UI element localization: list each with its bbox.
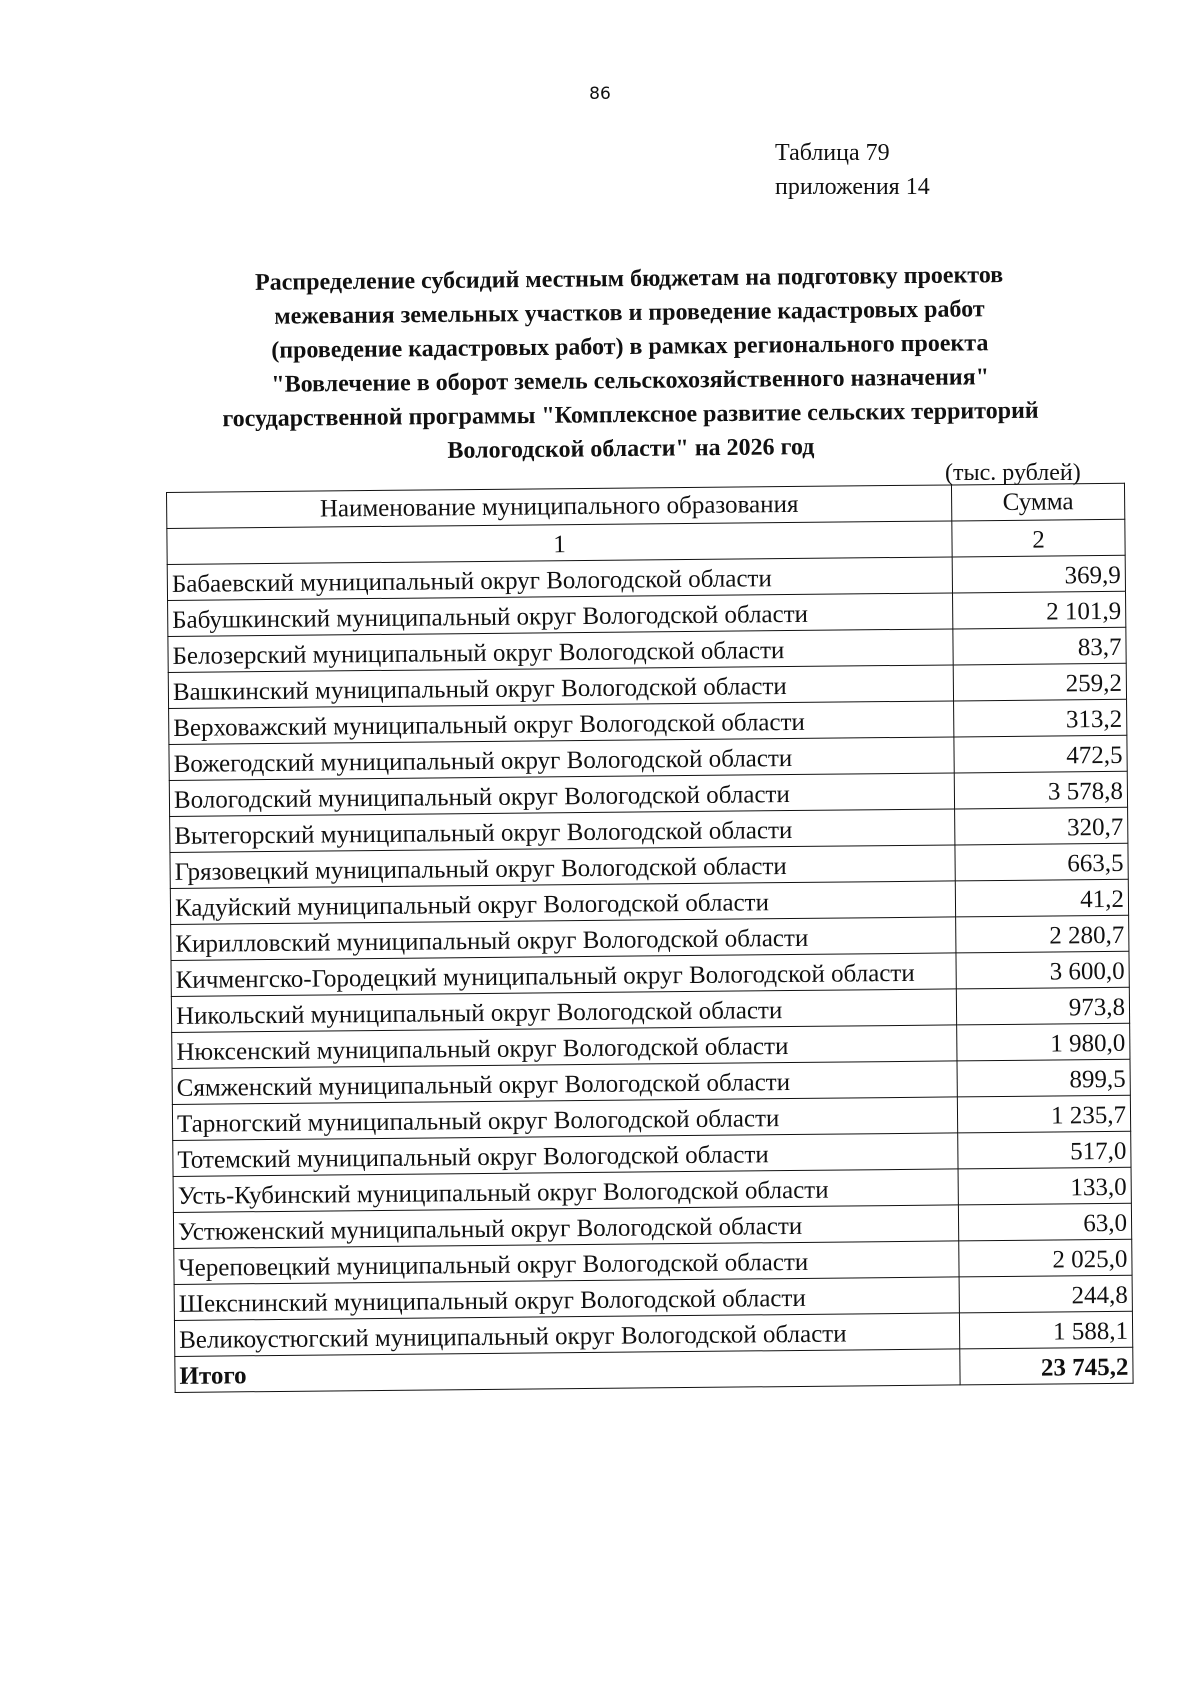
municipality-name: Тарногский муниципальный округ Вологодской области	[172, 1097, 957, 1141]
municipality-name: Бабаевский муниципальный округ Вологодской области	[167, 557, 952, 601]
subsidy-sum: 1 235,7	[957, 1095, 1130, 1133]
municipality-name: Шекснинский муниципальный округ Вологодской области	[174, 1277, 959, 1321]
subsidy-sum: 2 280,7	[956, 915, 1129, 953]
municipality-name: Никольский муниципальный округ Вологодской области	[171, 989, 956, 1033]
municipality-name: Вытегорский муниципальный округ Вологодской области	[170, 809, 955, 853]
municipality-name: Устюженский муниципальный округ Вологодской области	[173, 1205, 958, 1249]
units-label: (тыс. рублей)	[945, 460, 1081, 486]
subsidy-sum: 133,0	[958, 1167, 1131, 1205]
title-line: "Вовлечение в оборот земель сельскохозяйственного назначения"	[271, 364, 990, 398]
page-number: 86	[589, 84, 611, 104]
municipality-name: Череповецкий муниципальный округ Вологодской области	[174, 1241, 959, 1285]
table-body	[167, 555, 1133, 1356]
municipality-name: Грязовецкий муниципальный округ Вологодской области	[170, 845, 955, 889]
subsidy-sum: 2 025,0	[959, 1239, 1132, 1277]
municipality-name: Кадуйский муниципальный округ Вологодской области	[170, 881, 955, 925]
subsidy-sum: 2 101,9	[953, 591, 1126, 629]
municipality-name: Вожегодский муниципальный округ Вологодской области	[169, 737, 954, 781]
subsidy-sum: 899,5	[957, 1059, 1130, 1097]
total-label: Итого	[175, 1349, 960, 1393]
subsidy-sum: 63,0	[958, 1203, 1131, 1241]
municipality-name: Верховажский муниципальный округ Вологодской области	[169, 701, 954, 745]
subsidy-sum: 83,7	[953, 627, 1126, 665]
subsidy-sum: 313,2	[954, 699, 1127, 737]
subsidy-sum: 3 600,0	[956, 951, 1129, 989]
subsidy-sum: 663,5	[955, 843, 1128, 881]
subsidy-sum: 41,2	[955, 879, 1128, 917]
municipality-name: Кирилловский муниципальный округ Вологодской области	[171, 917, 956, 961]
column-number-2: 2	[952, 519, 1125, 557]
appendix-number: приложения 14	[775, 174, 930, 200]
municipality-name: Тотемский муниципальный округ Вологодской области	[173, 1133, 958, 1177]
subsidy-sum: 259,2	[953, 663, 1126, 701]
title-line: Распределение субсидий местным бюджетам на подготовку проектов	[254, 262, 1004, 296]
subsidy-sum: 517,0	[958, 1131, 1131, 1169]
subsidy-sum: 3 578,8	[954, 771, 1127, 809]
total-sum: 23 745,2	[960, 1347, 1133, 1385]
subsidy-sum: 973,8	[956, 987, 1129, 1025]
subsidy-sum: 1 588,1	[959, 1311, 1132, 1349]
column-number-1: 1	[167, 521, 952, 565]
subsidy-sum: 320,7	[955, 807, 1128, 845]
municipality-name: Белозерский муниципальный округ Вологодской области	[168, 629, 953, 673]
municipality-name: Кичменгско-Городецкий муниципальный округ Вологодской области	[171, 953, 956, 997]
subsidy-sum: 369,9	[952, 555, 1125, 593]
title-line: государственной программы "Комплексное развитие сельских территорий	[222, 397, 1039, 433]
subsidy-sum: 472,5	[954, 735, 1127, 773]
title-line: Вологодской области" на 2026 год	[447, 434, 815, 464]
subsidy-sum: 1 980,0	[957, 1023, 1130, 1061]
table-number: Таблица 79	[775, 140, 890, 166]
title-line: межевания земельных участков и проведение кадастровых работ	[274, 296, 985, 330]
document-title	[149, 257, 1111, 471]
municipality-name: Усть-Кубинский муниципальный округ Вологодской области	[173, 1169, 958, 1213]
municipality-name: Сямженский муниципальный округ Вологодской области	[172, 1061, 957, 1105]
subsidy-sum: 244,8	[959, 1275, 1132, 1313]
subsidy-table	[166, 483, 1134, 1393]
municipality-name: Вашкинский муниципальный округ Вологодской области	[168, 665, 953, 709]
header-sum: Сумма	[951, 483, 1124, 521]
title-line: (проведение кадастровых работ) в рамках регионального проекта	[271, 330, 989, 364]
header-name: Наименование муниципального образования	[167, 485, 952, 529]
subsidy-table-wrapper	[166, 483, 1133, 1393]
municipality-name: Великоустюгский муниципальный округ Вологодской области	[174, 1313, 959, 1357]
municipality-name: Бабушкинский муниципальный округ Вологодской области	[168, 593, 953, 637]
municipality-name: Нюксенский муниципальный округ Вологодской области	[172, 1025, 957, 1069]
table-reference	[775, 136, 930, 204]
municipality-name: Вологодский муниципальный округ Вологодской области	[169, 773, 954, 817]
